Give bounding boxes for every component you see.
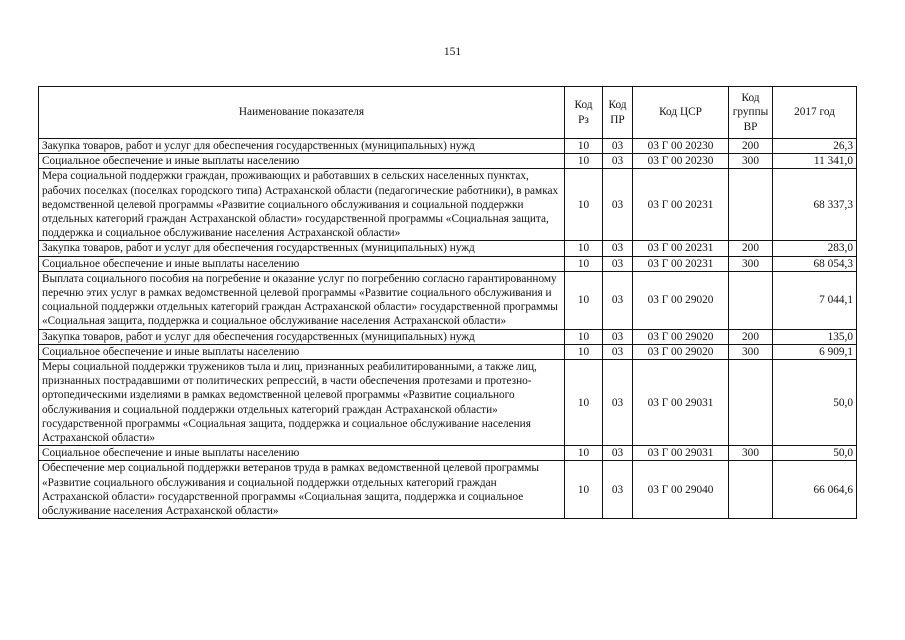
- row-amount: 6 909,1: [773, 344, 857, 359]
- row-csr: 03 Г 00 29031: [633, 446, 729, 461]
- table-row: [39, 256, 857, 271]
- header-vr: Код группы ВР: [729, 87, 773, 139]
- row-rz: 10: [565, 329, 603, 344]
- budget-table: [38, 86, 857, 519]
- row-csr: 03 Г 00 29040: [633, 461, 729, 519]
- row-name: Социальное обеспечение и иные выплаты населению: [39, 154, 565, 169]
- row-amount: 68 337,3: [773, 169, 857, 241]
- row-vr: 200: [729, 329, 773, 344]
- row-csr: 03 Г 00 20231: [633, 241, 729, 256]
- row-rz: 10: [565, 169, 603, 241]
- table-row: [39, 139, 857, 154]
- row-pr: 03: [603, 154, 633, 169]
- row-name: Закупка товаров, работ и услуг для обеспечения государственных (муниципальных) нужд: [39, 139, 565, 154]
- header-name: Наименование показателя: [39, 87, 565, 139]
- row-amount: 68 054,3: [773, 256, 857, 271]
- row-rz: 10: [565, 154, 603, 169]
- row-amount: 283,0: [773, 241, 857, 256]
- row-pr: 03: [603, 344, 633, 359]
- row-vr: [729, 461, 773, 519]
- row-rz: 10: [565, 256, 603, 271]
- table-row: [39, 329, 857, 344]
- header-pr: Код ПР: [603, 87, 633, 139]
- row-rz: 10: [565, 446, 603, 461]
- row-pr: 03: [603, 461, 633, 519]
- row-vr: [729, 271, 773, 329]
- row-rz: 10: [565, 344, 603, 359]
- row-vr: 200: [729, 139, 773, 154]
- row-csr: 03 Г 00 29031: [633, 360, 729, 446]
- row-rz: 10: [565, 461, 603, 519]
- row-amount: 66 064,6: [773, 461, 857, 519]
- row-csr: 03 Г 00 29020: [633, 329, 729, 344]
- header-csr: Код ЦСР: [633, 87, 729, 139]
- row-csr: 03 Г 00 20231: [633, 256, 729, 271]
- table-row: [39, 154, 857, 169]
- row-name: Социальное обеспечение и иные выплаты населению: [39, 256, 565, 271]
- row-vr: 300: [729, 446, 773, 461]
- row-csr: 03 Г 00 20230: [633, 154, 729, 169]
- row-pr: 03: [603, 446, 633, 461]
- row-vr: 300: [729, 154, 773, 169]
- row-csr: 03 Г 00 20230: [633, 139, 729, 154]
- row-rz: 10: [565, 241, 603, 256]
- row-csr: 03 Г 00 20231: [633, 169, 729, 241]
- row-vr: 300: [729, 256, 773, 271]
- row-rz: 10: [565, 139, 603, 154]
- row-name: Меры социальной поддержки тружеников тыла и лиц, признанных реабилитированными, а также лиц, признанных пострадавшими от политических репрессий, в части обеспечения протезами и протезно-ортопедическими изделиями в рамках ведомственной целевой программы «Развитие социального обслуживания и социальной поддержки отдельных категорий граждан Астраханской области» государственной программы «Социальная защита, поддержка и социальное обслуживание населения Астраханской области»: [39, 360, 565, 446]
- row-vr: [729, 360, 773, 446]
- page-number: 151: [443, 46, 462, 58]
- row-name: Мера социальной поддержки граждан, проживающих и работавших в сельских населенных пунктах, рабочих поселках (поселках городского типа) Астраханской области (педагогические работники), в рамках ведомственной целевой программы «Развитие социального обслуживания и социальной поддержки отдельных категорий граждан Астраханской области» государственной программы «Социальная защита, поддержка и социальное обслуживание населения Астраханской области»: [39, 169, 565, 241]
- row-name: Закупка товаров, работ и услуг для обеспечения государственных (муниципальных) нужд: [39, 329, 565, 344]
- row-pr: 03: [603, 360, 633, 446]
- row-amount: 7 044,1: [773, 271, 857, 329]
- row-csr: 03 Г 00 29020: [633, 271, 729, 329]
- row-name: Закупка товаров, работ и услуг для обеспечения государственных (муниципальных) нужд: [39, 241, 565, 256]
- row-vr: 200: [729, 241, 773, 256]
- row-pr: 03: [603, 139, 633, 154]
- row-amount: 26,3: [773, 139, 857, 154]
- header-year: 2017 год: [773, 87, 857, 139]
- table-header: [39, 87, 857, 139]
- row-pr: 03: [603, 271, 633, 329]
- header-rz: Код Рз: [565, 87, 603, 139]
- table-row: [39, 360, 857, 446]
- row-name: Обеспечение мер социальной поддержки ветеранов труда в рамках ведомственной целевой программы «Развитие социального обслуживания и социальной поддержки отдельных категорий граждан Астраханской области» государственной программы «Социальная защита, поддержка и социальное обслуживание населения Астраханской области»: [39, 461, 565, 519]
- row-amount: 50,0: [773, 446, 857, 461]
- row-pr: 03: [603, 169, 633, 241]
- row-name: Социальное обеспечение и иные выплаты населению: [39, 344, 565, 359]
- table-body: [39, 139, 857, 519]
- row-rz: 10: [565, 271, 603, 329]
- row-amount: 135,0: [773, 329, 857, 344]
- row-amount: 11 341,0: [773, 154, 857, 169]
- table-row: [39, 461, 857, 519]
- table-row: [39, 271, 857, 329]
- row-pr: 03: [603, 329, 633, 344]
- table-row: [39, 446, 857, 461]
- row-amount: 50,0: [773, 360, 857, 446]
- table-row: [39, 169, 857, 241]
- row-vr: [729, 169, 773, 241]
- row-name: Выплата социального пособия на погребение и оказание услуг по погребению согласно гарантированному перечню этих услуг в рамках ведомственной целевой программы «Развитие социального обслуживания и социальной поддержки отдельных категорий граждан Астраханской области» государственной программы «Социальная защита, поддержка и социальное обслуживание населения Астраханской области»: [39, 271, 565, 329]
- table-row: [39, 344, 857, 359]
- row-rz: 10: [565, 360, 603, 446]
- row-pr: 03: [603, 256, 633, 271]
- row-csr: 03 Г 00 29020: [633, 344, 729, 359]
- row-name: Социальное обеспечение и иные выплаты населению: [39, 446, 565, 461]
- row-pr: 03: [603, 241, 633, 256]
- table-row: [39, 241, 857, 256]
- row-vr: 300: [729, 344, 773, 359]
